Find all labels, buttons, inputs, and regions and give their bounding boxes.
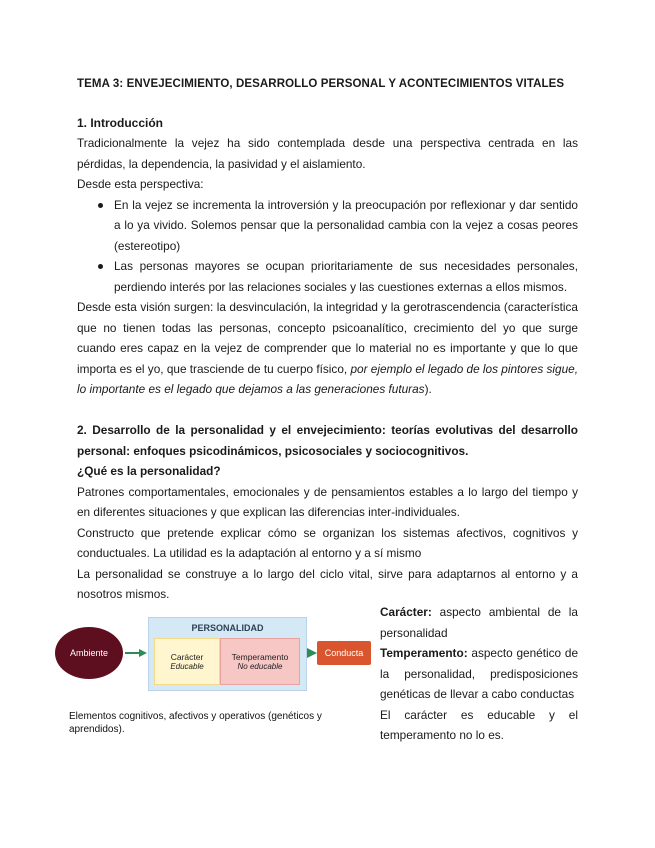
diagram-caption: Elementos cognitivos, afectivos y operativos (genéticos y aprendidos). [69, 711, 322, 735]
temperamento-definition [380, 643, 578, 705]
personalidad-title: PERSONALIDAD [191, 623, 264, 633]
intro-p3-italic: por ejemplo el legado de los pintores sigue, lo importante es el legado que dejamos a las generaciones futuras [77, 361, 579, 396]
temperamento-term: Temperamento: [380, 646, 468, 660]
caracter-node [154, 638, 220, 685]
intro-paragraph-2: Desde esta perspectiva: [77, 177, 204, 191]
section-2 [77, 420, 578, 605]
caracter-sublabel: Educable [170, 662, 204, 671]
temperamento-desc: aspecto genético de la personalidad, predisposiciones genéticas de llevar a cabo conductas [380, 646, 578, 701]
section-2-paragraph-2: Constructo que pretende explicar cómo se organizan los sistemas afectivos, cognitivos y conductuales. La utilidad es la adaptación al entorno y a sí mismo [77, 525, 578, 560]
conducta-node: Conducta [317, 641, 371, 665]
intro-p3-start: Desde esta visión surgen: la desvinculación, la integridad y la gerotrascendencia (característica que no tienen todas las personas, concepto psicoanalítico, crecimiento del yo que surge cuando eres capaz en la vejez de comprender que lo material no es importante y que lo que importa es el yo, que trasciende de tu cuerpo físico, [77, 300, 578, 376]
section-2-paragraph-3: La personalidad se construye a lo largo del ciclo vital, sirve para adaptarnos al entorno y a nosotros mismos. [77, 566, 578, 601]
intro-paragraph-1: Tradicionalmente la vejez ha sido contemplada desde una perspectiva centrada en las pérdidas, la dependencia, la pasividad y el aislamiento. [77, 136, 578, 171]
side-notes [380, 602, 578, 746]
arrow-right-icon [125, 648, 147, 658]
caracter-term: Carácter: [380, 605, 432, 619]
temperamento-sublabel: No educable [237, 662, 283, 671]
document-title: TEMA 3: ENVEJECIMIENTO, DESARROLLO PERSONAL Y ACONTECIMIENTOS VITALES [77, 78, 565, 90]
caracter-desc: aspecto ambiental de la personalidad [380, 605, 578, 640]
personality-question: ¿Qué es la personalidad? [77, 464, 221, 478]
intro-heading: 1. Introducción [77, 116, 164, 130]
personalidad-box [148, 617, 307, 691]
intro-bullet-list [77, 195, 578, 298]
list-item: En la vejez se incrementa la introversión y la preocupación por reflexionar y dar sentido a lo ya vivido. Solemos pensar que la personalidad cambia con la vejez a cosas peores (estereotipo) [77, 195, 578, 257]
intro-section [77, 116, 578, 400]
temperamento-label: Temperamento [231, 652, 289, 662]
caracter-definition [380, 602, 578, 643]
intro-paragraph-3 [77, 297, 578, 400]
temperamento-node [220, 638, 300, 685]
ambiente-node: Ambiente [55, 627, 123, 679]
section-2-heading: 2. Desarrollo de la personalidad y el envejecimiento: teorías evolutivas del desarrollo personal: enfoques psicodinámicos, psicosociales y sociocognitivos. [77, 423, 578, 458]
intro-p3-end: ). [424, 382, 432, 396]
section-2-paragraph-1: Patrones comportamentales, emocionales y de pensamientos estables a lo largo del tiempo y en diferentes situaciones y que explican las diferencias inter-individuales. [77, 484, 578, 519]
list-item: Las personas mayores se ocupan prioritariamente de sus necesidades personales, perdiendo interés por las relaciones sociales y las cuestiones externas a ellos mismos. [77, 256, 578, 297]
caracter-label: Carácter [170, 652, 204, 662]
educable-note: El carácter es educable y el temperamento no lo es. [380, 707, 578, 742]
